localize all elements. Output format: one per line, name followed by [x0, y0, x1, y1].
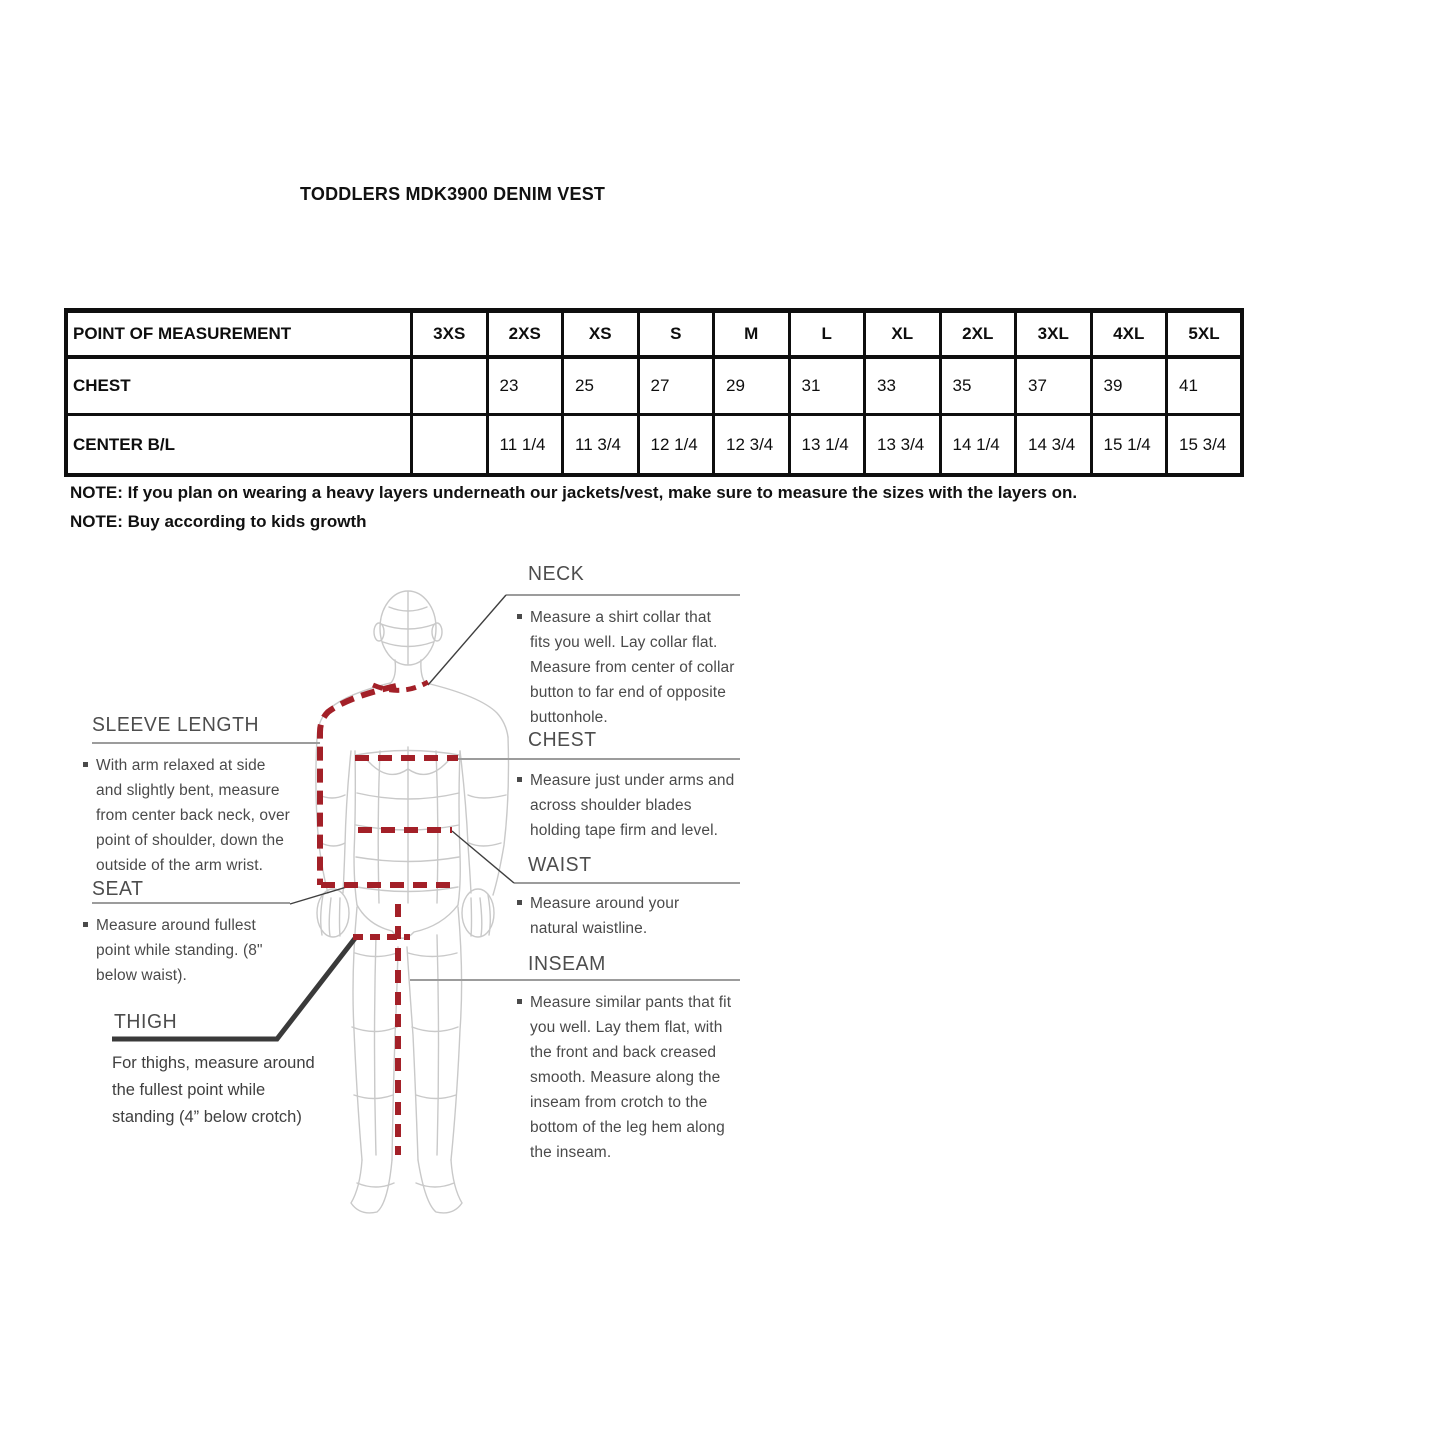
col-header-size-m: M: [714, 311, 790, 358]
note-layers: NOTE: If you plan on wearing a heavy layers underneath our jackets/vest, make sure to measure the sizes with the layers on.: [70, 483, 1078, 502]
size-value-cell: 27: [638, 357, 714, 415]
size-value-cell: 13 3/4: [865, 415, 941, 476]
size-value-cell: 13 1/4: [789, 415, 865, 476]
neck-label: NECK: [528, 563, 585, 585]
col-header-point-of-measurement: POINT OF MEASUREMENT: [66, 311, 412, 358]
neck-measure-line: [373, 682, 428, 690]
col-header-size-xs: XS: [563, 311, 639, 358]
note-growth: NOTE: Buy according to kids growth: [70, 512, 367, 531]
notes-block: [70, 478, 1077, 536]
size-value-cell: [412, 415, 488, 476]
waist-description: Measure around your natural waistline.: [530, 891, 700, 941]
seat-description: Measure around fullest point while standing. (8" below waist).: [96, 913, 274, 988]
size-value-cell: 37: [1016, 357, 1092, 415]
measurement-lines: [320, 682, 458, 1155]
size-value-cell: 12 1/4: [638, 415, 714, 476]
product-title: TODDLERS MDK3900 DENIM VEST: [300, 184, 606, 204]
size-value-cell: 25: [563, 357, 639, 415]
chest-description: Measure just under arms and across shoulder blades holding tape firm and level.: [530, 768, 740, 843]
thigh-label: THIGH: [114, 1011, 178, 1033]
size-value-cell: 29: [714, 357, 790, 415]
size-value-cell: 14 3/4: [1016, 415, 1092, 476]
size-value-cell: 11 3/4: [563, 415, 639, 476]
inseam-label: INSEAM: [528, 953, 606, 975]
row-label: CENTER B/L: [66, 415, 412, 476]
size-value-cell: 35: [940, 357, 1016, 415]
seat-pointer: [290, 886, 350, 904]
thigh-description: For thighs, measure around the fullest point while standing (4” below crotch): [112, 1054, 315, 1126]
neck-description: Measure a shirt collar that fits you well. Lay collar flat. Measure from center of collar button to far end of opposite buttonhole.: [530, 605, 735, 730]
size-value-cell: 23: [487, 357, 563, 415]
col-header-size-xl: XL: [865, 311, 941, 358]
size-value-cell: 14 1/4: [940, 415, 1016, 476]
pointer-lines: [290, 595, 514, 904]
size-value-cell: 39: [1091, 357, 1167, 415]
sleeve-length-label: SLEEVE LENGTH: [92, 714, 260, 736]
col-header-size-3xs: 3XS: [412, 311, 488, 358]
size-value-cell: 41: [1167, 357, 1243, 415]
col-header-size-3xl: 3XL: [1016, 311, 1092, 358]
col-header-size-l: L: [789, 311, 865, 358]
chest-label: CHEST: [528, 729, 597, 751]
waist-label: WAIST: [528, 854, 592, 876]
col-header-size-4xl: 4XL: [1091, 311, 1167, 358]
col-header-size-s: S: [638, 311, 714, 358]
col-header-size-2xs: 2XS: [487, 311, 563, 358]
size-value-cell: 15 3/4: [1167, 415, 1243, 476]
sleeve-measure-line: [320, 686, 396, 885]
size-value-cell: 31: [789, 357, 865, 415]
table-row: [66, 357, 1242, 415]
row-label: CHEST: [66, 357, 412, 415]
size-value-cell: 15 1/4: [1091, 415, 1167, 476]
measurement-diagram: [80, 555, 770, 1255]
table-row: [66, 415, 1242, 476]
table-header-row: [66, 311, 1242, 358]
seat-label: SEAT: [92, 878, 144, 900]
size-value-cell: [412, 357, 488, 415]
inseam-description: Measure similar pants that fit you well. Lay them flat, with the front and back creased smooth. Measure along the inseam from crotch to the bottom of the leg hem along the inseam.: [530, 990, 738, 1165]
col-header-size-2xl: 2XL: [940, 311, 1016, 358]
sleeve-length-description: With arm relaxed at side and slightly bent, measure from center back neck, over point of shoulder, down the outside of the arm wrist.: [96, 753, 296, 878]
size-value-cell: 33: [865, 357, 941, 415]
size-value-cell: 11 1/4: [487, 415, 563, 476]
mannequin-figure: [316, 591, 509, 1213]
col-header-size-5xl: 5XL: [1167, 311, 1243, 358]
size-value-cell: 12 3/4: [714, 415, 790, 476]
size-chart-table: [64, 308, 1244, 477]
